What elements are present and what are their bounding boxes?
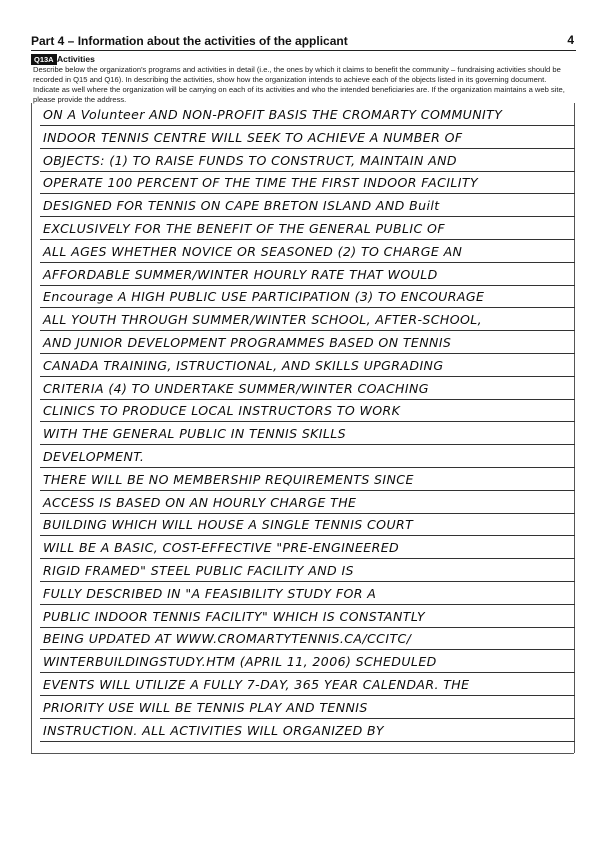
handwritten-line: WITH THE GENERAL PUBLIC IN TENNIS SKILLS xyxy=(43,427,347,443)
ruled-line xyxy=(40,718,575,719)
handwritten-line: ACCESS IS BASED ON AN HOURLY CHARGE THE xyxy=(43,495,357,511)
handwritten-line: PRIORITY USE WILL BE TENNIS PLAY AND TENNIS xyxy=(43,700,368,716)
question-id-badge: Q13A xyxy=(31,54,57,65)
ruled-line xyxy=(40,672,575,673)
handwritten-line: AFFORDABLE SUMMER/WINTER HOURLY RATE THAT WOULD xyxy=(43,267,438,283)
handwritten-line: EXCLUSIVELY FOR THE BENEFIT OF THE GENERAL PUBLIC OF xyxy=(43,222,445,237)
handwritten-line: CLINICS TO PRODUCE LOCAL INSTRUCTORS TO WORK xyxy=(43,404,401,420)
part-title: Part 4 – Information about the activities of the applicant xyxy=(31,34,348,48)
page-number: 4 xyxy=(567,33,574,47)
ruled-line xyxy=(40,330,575,331)
handwritten-line: INSTRUCTION. ALL ACTIVITIES WILL ORGANIZED BY xyxy=(43,723,384,739)
part-header xyxy=(31,34,576,51)
ruled-line xyxy=(40,535,575,536)
ruled-line xyxy=(40,193,575,194)
handwritten-line: WILL BE A BASIC, COST-EFFECTIVE "PRE-ENGINEERED xyxy=(43,541,400,557)
handwritten-line: ON A Volunteer AND NON-PROFIT BASIS THE CROMARTY COMMUNITY xyxy=(43,108,503,123)
ruled-line xyxy=(40,262,575,263)
handwritten-line: THERE WILL BE NO MEMBERSHIP REQUIREMENTS SINCE xyxy=(43,472,414,488)
question-label: Activities xyxy=(57,54,95,64)
question-description: Describe below the organization's programs and activities in detail (i.e., the ones by which it claims to benefit the community – fundraising activities should be recorded in Q15 and Q16). In describing the activities, show how the organization intends to achieve each of the objects listed in its governing document. Indicate as well where the organization will be carrying on each of its activities and who the intended beneficiaries are. If the organization maintains a web site, please provide the address. xyxy=(33,65,565,104)
ruled-line xyxy=(40,421,575,422)
ruled-line xyxy=(40,239,575,240)
handwritten-line: WINTERBUILDINGSTUDY.HTM (APRIL 11, 2006) SCHEDULED xyxy=(43,655,437,671)
ruled-line xyxy=(40,558,575,559)
handwritten-line: OBJECTS: (1) TO RAISE FUNDS TO CONSTRUCT, MAINTAIN AND xyxy=(43,153,457,169)
ruled-line xyxy=(40,444,575,445)
handwritten-line: FULLY DESCRIBED IN "A FEASIBILITY STUDY FOR A xyxy=(43,586,377,602)
ruled-line xyxy=(40,695,575,696)
handwritten-line: INDOOR TENNIS CENTRE WILL SEEK TO ACHIEVE A NUMBER OF xyxy=(43,130,463,146)
handwritten-line: DESIGNED FOR TENNIS ON CAPE BRETON ISLAND AND Built xyxy=(43,199,440,215)
answer-area[interactable] xyxy=(40,105,575,755)
ruled-line xyxy=(40,467,575,468)
answer-box-left-border xyxy=(31,103,32,753)
handwritten-line: CANADA TRAINING, ISTRUCTIONAL, AND SKILLS UPGRADING xyxy=(43,358,444,374)
handwritten-line: ALL YOUTH THROUGH SUMMER/WINTER SCHOOL, AFTER-SCHOOL, xyxy=(43,313,483,329)
handwritten-line: OPERATE 100 PERCENT OF THE TIME THE FIRST INDOOR FACILITY xyxy=(43,176,479,192)
handwritten-line: BEING UPDATED AT WWW.CROMARTYTENNIS.CA/CCITC/ xyxy=(43,632,412,648)
handwritten-line: RIGID FRAMED" STEEL PUBLIC FACILITY AND IS xyxy=(43,564,354,579)
handwritten-line: AND JUNIOR DEVELOPMENT PROGRAMMES BASED ON TENNIS xyxy=(43,336,452,351)
ruled-line xyxy=(40,399,575,400)
ruled-line xyxy=(40,376,575,377)
ruled-line xyxy=(40,353,575,354)
handwritten-line: ALL AGES WHETHER NOVICE OR SEASONED (2) TO CHARGE AN xyxy=(43,244,463,260)
ruled-line xyxy=(40,741,575,742)
handwritten-line: PUBLIC INDOOR TENNIS FACILITY" WHICH IS CONSTANTLY xyxy=(43,609,426,625)
ruled-line xyxy=(40,125,575,126)
ruled-line xyxy=(40,216,575,217)
handwritten-line: EVENTS WILL UTILIZE A FULLY 7-DAY, 365 YEAR CALENDAR. THE xyxy=(43,678,470,693)
handwritten-line: BUILDING WHICH WILL HOUSE A SINGLE TENNIS COURT xyxy=(43,518,414,534)
ruled-line xyxy=(40,649,575,650)
ruled-line xyxy=(40,148,575,149)
handwritten-line: DEVELOPMENT. xyxy=(43,450,145,465)
ruled-line xyxy=(40,513,575,514)
ruled-line xyxy=(40,285,575,286)
ruled-line xyxy=(40,490,575,491)
ruled-line xyxy=(40,627,575,628)
ruled-line xyxy=(40,307,575,308)
ruled-line xyxy=(40,604,575,605)
handwritten-line: Encourage A HIGH PUBLIC USE PARTICIPATION (3) TO ENCOURAGE xyxy=(43,290,485,306)
handwritten-line: CRITERIA (4) TO UNDERTAKE SUMMER/WINTER COACHING xyxy=(43,381,429,397)
ruled-line xyxy=(40,171,575,172)
ruled-line xyxy=(40,581,575,582)
